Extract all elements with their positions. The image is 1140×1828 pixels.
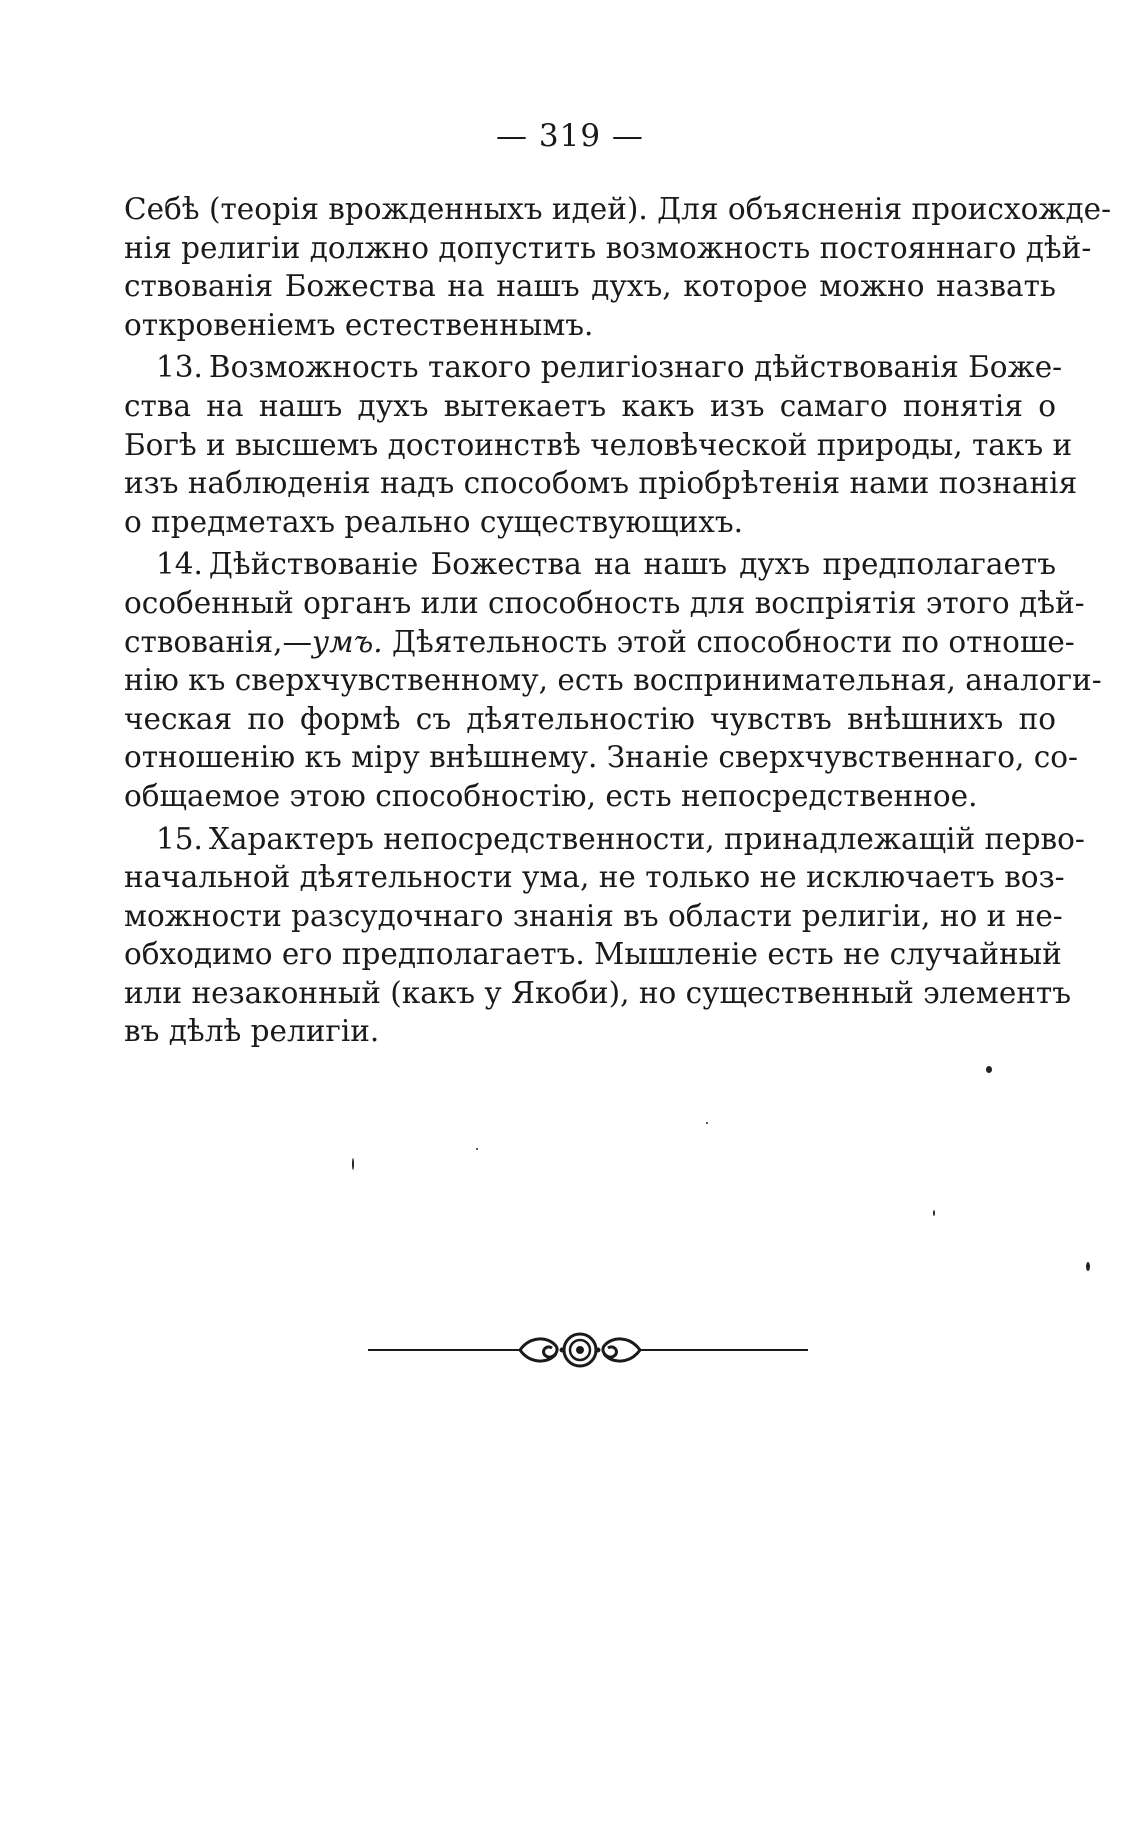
paragraph-15	[124, 820, 1085, 1052]
paragraph-13	[124, 348, 1078, 541]
paragraph-number: 15.	[156, 821, 203, 856]
text-line: о предметахъ реально существующихъ.	[124, 504, 744, 539]
text-line: начальной дѣятельности ума, не только не исключаетъ воз-	[124, 860, 1065, 895]
text-line-start: ствованія,	[124, 624, 283, 659]
text-line: ствованія Божества на нашъ духъ, которое можно назвать	[124, 269, 1056, 304]
text-line-content: Дѣйствованіе Божества на нашъ духъ предполагаетъ	[208, 547, 1056, 582]
text-line: Себѣ (теорія врожденныхъ идей). Для объясненія происхожде-	[124, 192, 1112, 226]
text-line: ческая по формѣ съ дѣятельностію чувствъ внѣшнихъ по	[124, 701, 1056, 736]
italic-term: —умъ.	[282, 624, 383, 659]
text-line: нію къ сверхчувственному, есть воспринимательная, аналоги-	[124, 663, 1102, 698]
body-text	[124, 190, 1112, 1055]
scan-speck	[933, 1210, 935, 1216]
text-line: обходимо его предполагаетъ. Мышленіе есть не случайный	[124, 937, 1062, 972]
text-line: изъ наблюденія надъ способомъ пріобрѣтенія нами познанія	[124, 466, 1078, 501]
text-line: въ дѣлѣ религіи.	[124, 1014, 380, 1049]
paragraph-continuation	[124, 190, 1112, 344]
text-line-content: Характеръ непосредственности, принадлежащій перво-	[208, 821, 1085, 856]
paragraph-14	[124, 545, 1102, 815]
scan-speck	[476, 1148, 478, 1150]
scan-speck	[352, 1158, 354, 1170]
paragraph-number: 14.	[156, 547, 203, 582]
text-line	[124, 623, 1075, 662]
scan-speck	[706, 1122, 708, 1124]
text-line-rest: Дѣятельность этой способности по отноше-	[392, 624, 1075, 659]
text-line	[124, 545, 1056, 584]
scan-speck	[1086, 1262, 1090, 1271]
text-line	[124, 820, 1085, 859]
text-line: нія религіи должно допустить возможность постояннаго дѣй-	[124, 230, 1092, 265]
text-line: отношенію къ міру внѣшнему. Знаніе сверхчувственнаго, со-	[124, 740, 1078, 775]
text-line: можности разсудочнаго знанія въ области религіи, но и не-	[124, 898, 1063, 933]
ornament-divider-icon	[0, 1322, 1140, 1378]
text-line: откровеніемъ естественнымъ.	[124, 307, 594, 342]
scan-speck	[986, 1066, 992, 1073]
text-line	[124, 348, 1063, 387]
text-line: особенный органъ или способность для воспріятія этого дѣй-	[124, 585, 1085, 620]
text-line-content: Возможность такого религіознаго дѣйствованія Боже-	[208, 350, 1063, 385]
text-line: общаемое этою способностію, есть непосредственное.	[124, 778, 978, 813]
paragraph-number: 13.	[156, 350, 203, 385]
text-line: Богѣ и высшемъ достоинствѣ человѣческой природы, такъ и	[124, 427, 1073, 462]
page-number: — 319 —	[496, 118, 644, 154]
text-line: или незаконный (какъ у Якоби), но существенный элементъ	[124, 975, 1072, 1010]
text-line: ства на нашъ духъ вытекаетъ какъ изъ самаго понятія о	[124, 388, 1056, 423]
